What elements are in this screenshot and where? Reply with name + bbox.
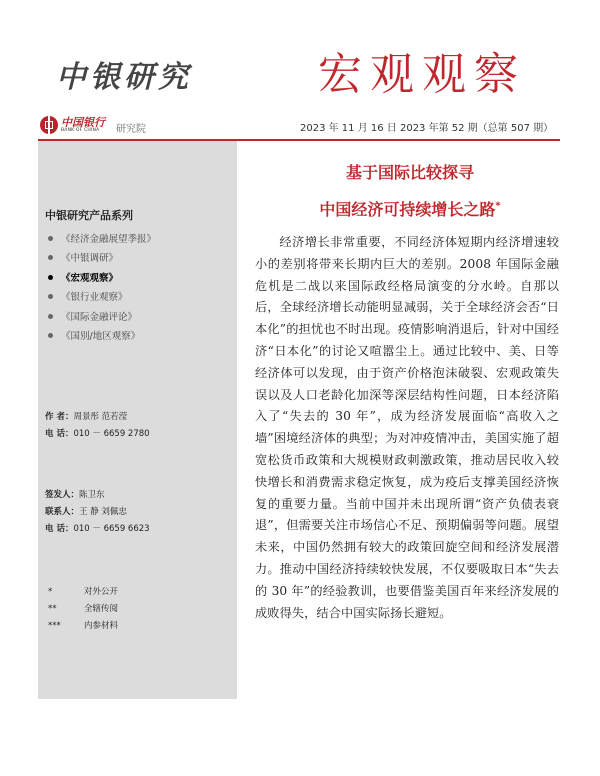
authors-phone-value: 010 － 6659 2780	[73, 429, 150, 439]
footnote-mark: *	[495, 200, 501, 212]
signer-value: 陈卫东	[79, 490, 105, 500]
liaison-phone-line	[45, 522, 150, 534]
series-item: 《银行业观察》	[48, 288, 156, 307]
legend-label: 全辖传阅	[84, 604, 119, 614]
bullet-icon	[48, 294, 53, 299]
report-title: 宏观观察	[318, 49, 526, 100]
series-item: 《国际金融评论》	[48, 308, 156, 327]
legend-stars: ***	[48, 621, 61, 631]
bullet-icon	[48, 275, 53, 280]
liaison-value: 王 静 刘佩忠	[79, 507, 127, 517]
legend-confidential	[48, 619, 118, 631]
bank-of-china-emblem-icon	[40, 116, 58, 134]
brand-logo: 中银研究	[56, 60, 192, 95]
legend-public	[48, 585, 118, 597]
liaison-label: 联系人：	[45, 507, 80, 517]
bank-name-en: BANK OF CHINA	[61, 127, 100, 133]
bank-name-cn: 中国银行	[61, 115, 105, 129]
series-heading: 中银研究产品系列	[45, 209, 133, 222]
institute-name: 研究院	[116, 124, 146, 135]
series-item-current: 《宏观观察》	[48, 269, 156, 288]
authors-label: 作 者：	[45, 412, 74, 422]
signer-label: 签发人：	[45, 490, 80, 500]
liaison-phone-label: 电 话：	[45, 524, 74, 534]
legend-label: 对外公开	[84, 587, 119, 597]
authors-phone-label: 电 话：	[45, 429, 74, 439]
signer-line	[45, 488, 105, 500]
series-item: 《经济金融展望季报》	[48, 230, 156, 249]
product-series-list	[48, 230, 156, 346]
headline-line-2	[250, 197, 570, 220]
legend-label: 内参材料	[84, 621, 119, 631]
issue-date: 2023 年 11 月 16 日 2023 年第 52 期（总第 507 期）	[300, 123, 554, 134]
authors-line	[45, 410, 127, 422]
headline-text: 中国经济可持续增长之路	[319, 200, 496, 219]
liaison-line	[45, 505, 127, 517]
liaison-phone-value: 010 － 6659 6623	[73, 524, 150, 534]
authors-value: 周景彤 范若滢	[73, 412, 128, 422]
legend-stars: *	[48, 587, 53, 597]
bullet-icon	[48, 236, 53, 241]
bank-of-china-logo	[40, 116, 105, 134]
summary-paragraph: 经济增长非常重要，不同经济体短期内经济增速较小的差别将带来长期内巨大的差别。2008 年国际金融危机是二战以来国际政经格局演变的分水岭。自那以后，全球经济增长动能明显减弱，关于全球经济会否“日本化”的担忧也不时出现。疫情影响消退后，针对中国经济“日本化”的讨论又喧嚣尘上。通过比较中、美、日等经济体可以发现，由于资产价格泡沫破裂、宏观政策失误以及人口老龄化加深等深层结构性问题，日本经济陷入了“失去的 30 年”，成为经济发展面临“高收入之墙”困境经济体的典型；为对冲疫情冲击，美国实施了超宽松货币政策和大规模财政刺激政策，推动居民收入较快增长和消费需求稳定恢复，成为疫后支撑美国经济恢复的重要力量。当前中国并未出现所谓“资产负债表衰退”，但需要关注市场信心不足、预期偏弱等问题。展望未来，中国仍然拥有较大的政策回旋空间和经济发展潜力。推动中国经济持续较快发展，不仅要吸取日本“失去的 30 年”的经验教训，也要借鉴美国百年来经济发展的成败得失，结合中国实际扬长避短。	[255, 235, 559, 620]
legend-internal	[48, 602, 118, 614]
series-item: 《国别/地区观察》	[48, 327, 156, 346]
headline-line-1: 基于国际比较探寻	[345, 163, 474, 182]
bank-of-china-wordmark	[61, 117, 105, 134]
authors-phone-line	[45, 427, 150, 439]
bullet-icon	[48, 314, 53, 319]
legend-stars: **	[48, 604, 57, 614]
bullet-icon	[48, 255, 53, 260]
series-item: 《中银调研》	[48, 249, 156, 268]
bullet-icon	[48, 333, 53, 338]
